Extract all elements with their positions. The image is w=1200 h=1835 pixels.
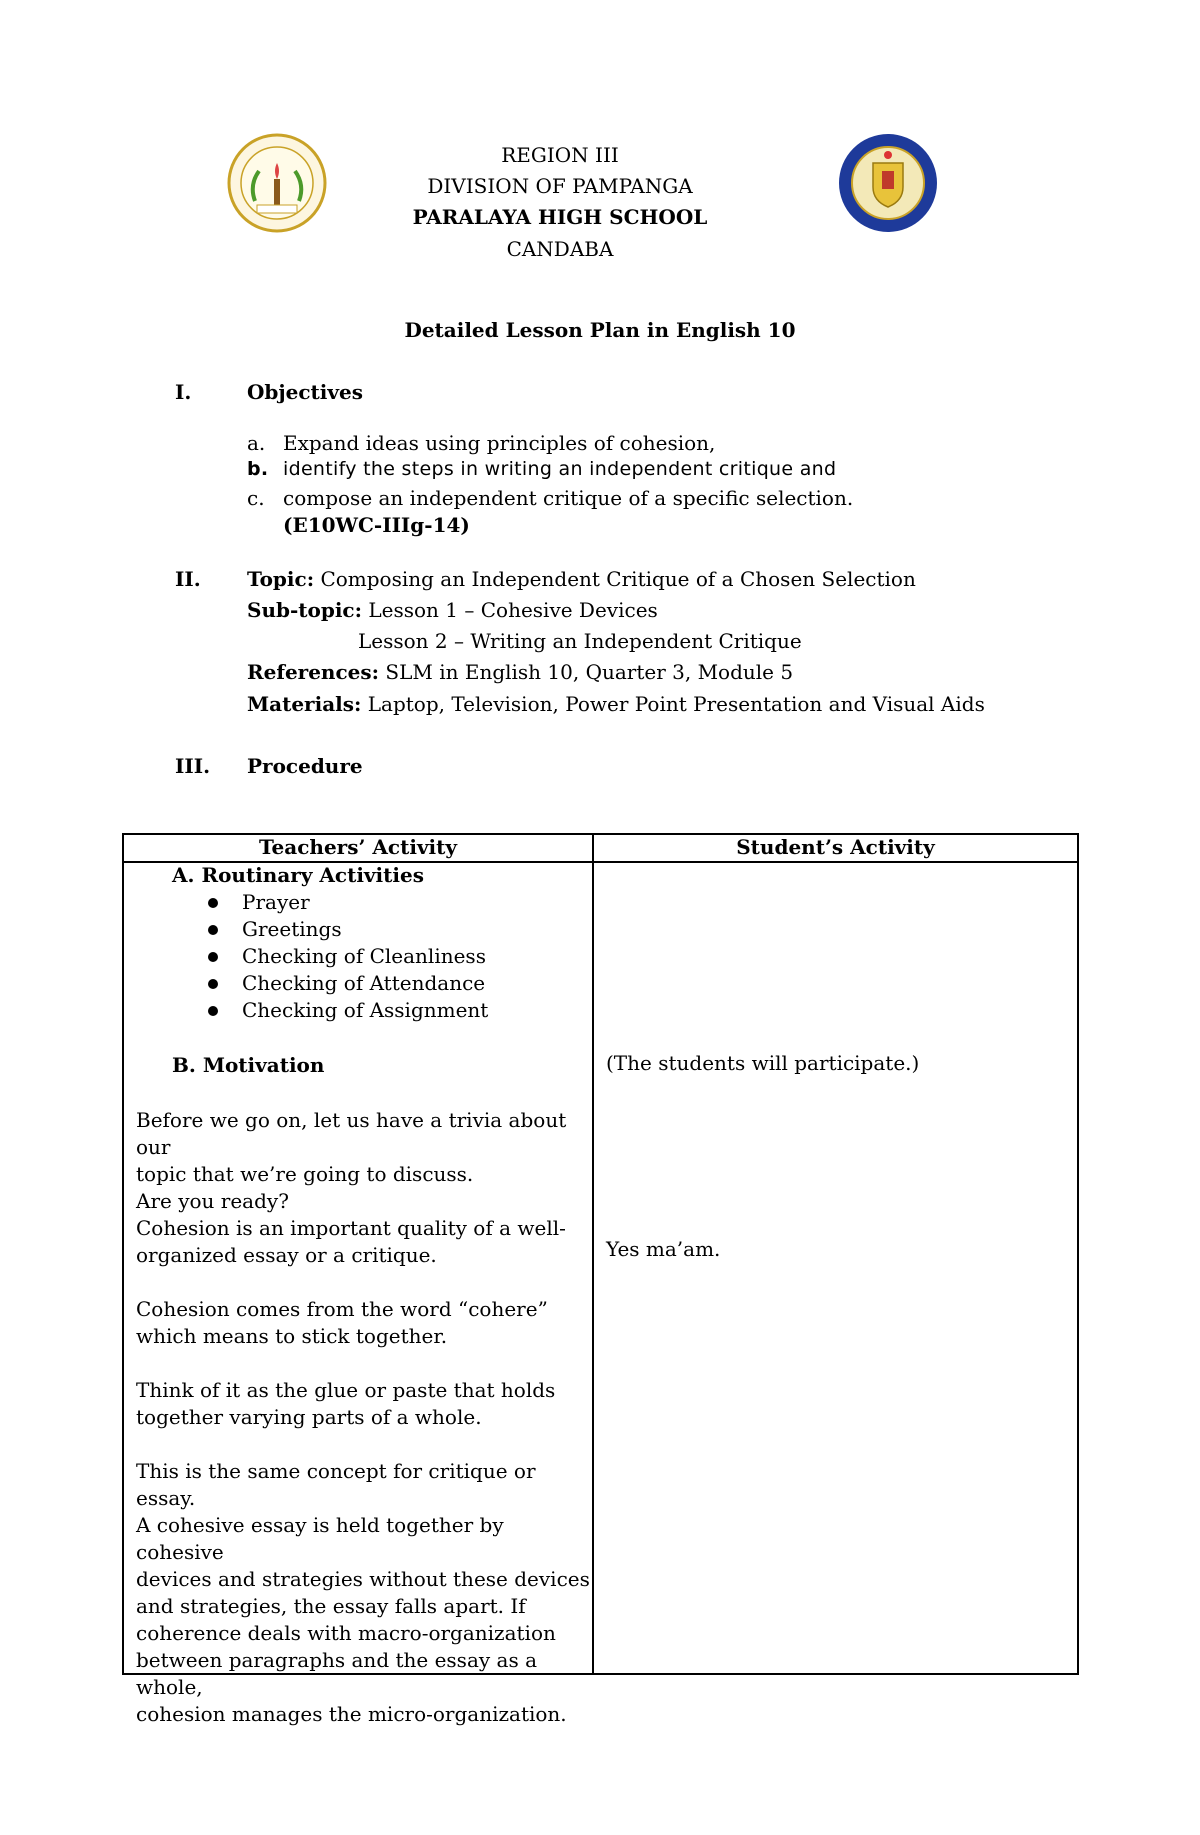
text-line: Cohesion is an important quality of a well-: [136, 1216, 566, 1240]
competency-code: (E10WC-IIIg-14): [283, 513, 470, 537]
references-line: [247, 660, 793, 684]
objective-label: b.: [247, 458, 269, 480]
section-numeral-objectives: I.: [175, 380, 192, 404]
motivation-paragraph: [136, 1377, 596, 1431]
region-text: REGION III: [501, 143, 619, 167]
subtopic-line: [247, 598, 658, 622]
objective-label: c.: [247, 486, 265, 510]
routinary-heading: A. Routinary Activities: [172, 863, 424, 887]
text-line: Before we go on, let us have a trivia about our: [136, 1108, 567, 1159]
motivation-paragraph: [136, 1296, 596, 1350]
topic-value: Composing an Independent Critique of a Chosen Selection: [320, 567, 916, 591]
procedure-table: [122, 833, 1079, 1726]
subtopic-label: Sub-topic:: [247, 598, 362, 622]
student-activity-cell: [593, 862, 1078, 1674]
objective-label: a.: [247, 431, 266, 455]
text-line: coherence deals with macro-organization: [136, 1621, 556, 1645]
section-numeral-topic: II.: [175, 567, 201, 591]
materials-line: [247, 692, 985, 716]
student-response: (The students will participate.): [606, 1051, 920, 1075]
table-header-row: [123, 834, 1078, 862]
text-line: topic that we’re going to discuss.: [136, 1162, 474, 1186]
motivation-paragraph: [136, 1215, 596, 1269]
topic-line: [247, 567, 916, 591]
objective-text: Expand ideas using principles of cohesion,: [283, 431, 716, 455]
school-name: PARALAYA HIGH SCHOOL: [412, 205, 708, 229]
list-item: Greetings: [242, 917, 342, 941]
objective-item: [247, 431, 715, 455]
page-title: Detailed Lesson Plan in English 10: [404, 318, 796, 342]
text-line: organized essay or a critique.: [136, 1243, 437, 1267]
section-title-objectives: Objectives: [247, 380, 363, 404]
motivation-paragraph: [136, 1107, 596, 1215]
text-line: cohesion manages the micro-organization.: [136, 1702, 567, 1726]
division-text: DIVISION OF PAMPANGA: [427, 174, 693, 198]
text-line: A cohesive essay is held together by cohesive: [136, 1513, 504, 1564]
subtopic-value: Lesson 2 – Writing an Independent Critique: [358, 629, 802, 653]
text-line: devices and strategies without these devices: [136, 1567, 590, 1591]
text-line: together varying parts of a whole.: [136, 1405, 482, 1429]
teacher-activity-header: Teachers’ Activity: [123, 834, 593, 862]
motivation-heading: B. Motivation: [172, 1053, 325, 1077]
teacher-activity-cell: [123, 862, 593, 1726]
materials-value: Laptop, Television, Power Point Presentation and Visual Aids: [367, 692, 985, 716]
references-value: SLM in English 10, Quarter 3, Module 5: [385, 660, 794, 684]
text-line: which means to stick together.: [136, 1324, 448, 1348]
list-item: Prayer: [242, 890, 310, 914]
objective-text: identify the steps in writing an independent critique and: [283, 458, 837, 480]
student-response: Yes ma’am.: [606, 1237, 721, 1261]
section-numeral-procedure: III.: [175, 754, 211, 778]
text-line: and strategies, the essay falls apart. If: [136, 1594, 526, 1618]
motivation-paragraph: [136, 1458, 596, 1728]
references-label: References:: [247, 660, 380, 684]
objective-item: [247, 458, 836, 480]
section-title-procedure: Procedure: [247, 754, 363, 778]
list-item: Checking of Assignment: [242, 998, 489, 1022]
list-item: Checking of Attendance: [242, 971, 486, 995]
text-line: between paragraphs and the essay as a whole,: [136, 1648, 537, 1699]
town-text: CANDABA: [506, 237, 614, 261]
table-row: [123, 862, 1078, 1674]
text-line: This is the same concept for critique or essay.: [136, 1459, 536, 1510]
objective-text: compose an independent critique of a specific selection.: [283, 486, 854, 510]
subtopic-value: Lesson 1 – Cohesive Devices: [368, 598, 658, 622]
text-line: Cohesion comes from the word “cohere”: [136, 1297, 548, 1321]
materials-label: Materials:: [247, 692, 362, 716]
text-line: Are you ready?: [136, 1189, 289, 1213]
student-activity-header: Student’s Activity: [593, 834, 1078, 862]
list-item: Checking of Cleanliness: [242, 944, 486, 968]
topic-label: Topic:: [247, 567, 315, 591]
text-line: Think of it as the glue or paste that holds: [136, 1378, 556, 1402]
objective-item: [247, 486, 853, 510]
